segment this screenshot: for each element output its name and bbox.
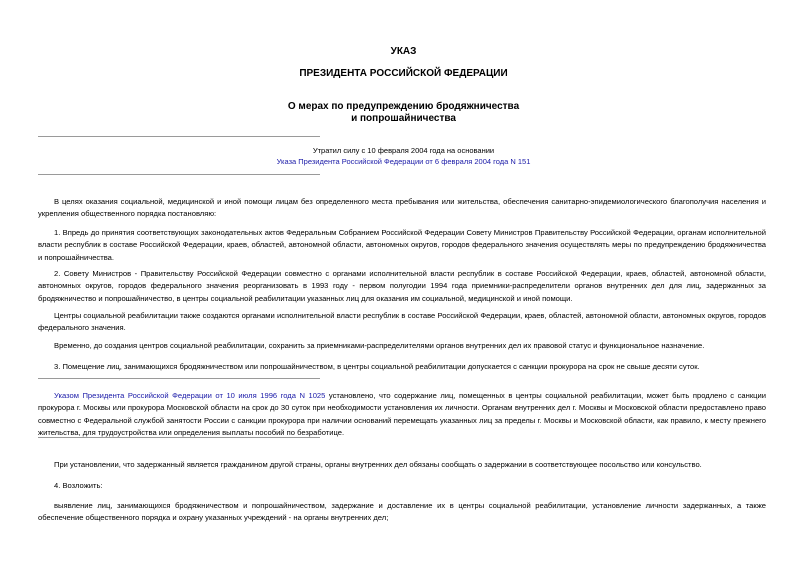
paragraph-3-foreigners: При установлении, что задержанный является гражданином другой страны, органы внутренних дел обязаны сообщать о задержании в соответствующее посольство или консульство. [54,460,702,469]
paragraph-4-duties: выявление лиц, занимающихся бродяжничеством и попрошайничеством, задержание и доставление их в центры социальной реабилитации, установление личности задержанных, а также обеспечение общественного порядка и охрану указанных учреждений - на органы внутренних дел; [38,501,766,523]
doc-type-heading: УКАЗ [390,46,417,57]
intro-paragraph: В целях оказания социальной, медицинской и иной помощи лицам без определенного места пребывания или жительства, обеспечения санитарно-эпидемиологического благополучия населения и укрепления общественного порядка постановляю: [38,197,766,219]
paragraph-2: 2. Совету Министров - Правительству Российской Федерации совместно с органами исполнительной власти республик в составе Российской Федерации, краев, областей, автономной области, автономных округов, городов федерального значения реорганизовать в 1993 году - первом полугодии 1994 года приемники-распределители органов внутренних дел для лиц, задержанных за бродяжничество и попрошайничество, в центры социальной реабилитации указанных лиц для оказания им социальной, медицинской и иной помощи. [38,269,766,303]
amendment-text: установлено, что содержание лиц, помещенных в центры социальной реабилитации, может быть продлено с санкции прокурора г. Москвы или прокурора Московской области на срок до 30 суток при необходимости установления их личности. Органам внутренних дел г. Москвы и Московской области предоставлено право совместно с Федеральной службой занятости России с санкции прокурора при наличии оснований перемещать указанных лиц за пределы г. Москвы и Московской области, как правило, к месту прежнего жительства, для трудоустройства или определения выплаты пособий по безработице. [38,391,766,437]
divider-top [38,136,320,137]
decree-title-line2: и попрошайничества [351,113,456,124]
paragraph-3: 3. Помещение лиц, занимающихся бродяжничеством или попрошайничеством, в центры социальной реабилитации допускается с санкции прокурора на срок не свыше десяти суток. [54,362,700,371]
amendment-link[interactable]: Указом Президента Российской Федерации от 10 июля 1996 года N 1025 [54,391,326,400]
paragraph-2-temporary: Временно, до создания центров социальной реабилитации, сохранить за приемниками-распределителями органов внутренних дел их правовой статус и функциональное назначение. [54,341,705,350]
divider-amendment-start [38,378,320,379]
paragraph-1: 1. Впредь до принятия соответствующих законодательных актов Федеральным Собранием Российской Федерации Совету Министров Правительству Российской Федерации, органам исполнительной власти республик в составе Российской Федерации, краев, областей, автономной области, автономных округов, городов федерального значения осуществлять меры по предупреждению бродяжничества и попрошайничества. [38,228,766,262]
issuer-heading: ПРЕЗИДЕНТА РОССИЙСКОЙ ФЕДЕРАЦИИ [299,68,508,79]
repeal-note-link[interactable]: Указа Президента Российской Федерации от 6 февраля 2004 года N 151 [276,157,531,166]
paragraph-2-centers: Центры социальной реабилитации также создаются органами исполнительной власти республик в составе Российской Федерации, краев, областей, автономной области, автономных округов, городов федерального значения. [38,311,766,333]
amendment-paragraph [38,390,766,439]
divider-amendment-end [38,437,320,438]
repeal-note: Утратил силу с 10 февраля 2004 года на основании [312,146,495,155]
divider-repeal-end [38,174,320,175]
paragraph-4: 4. Возложить: [54,481,103,490]
decree-title-line1: О мерах по предупреждению бродяжничества [287,101,520,112]
